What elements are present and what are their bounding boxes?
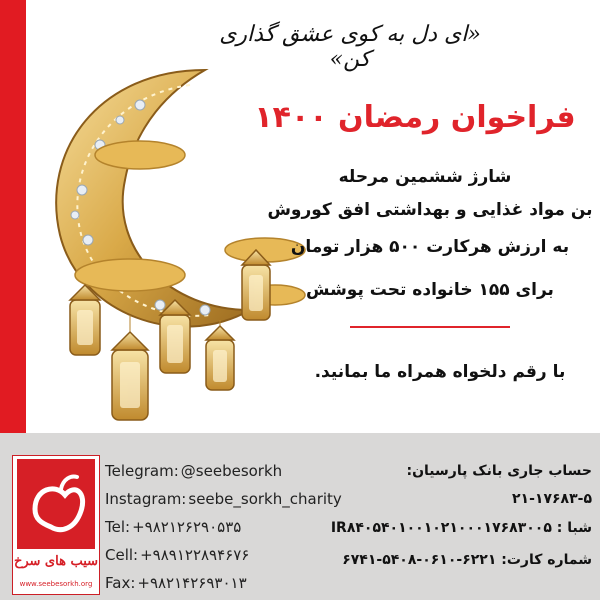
closing-message: با رقم دلخواه همراه ما بمانید. [314, 362, 566, 382]
bank-card [342, 552, 592, 568]
body-line-1: شارژ ششمین مرحله [338, 167, 512, 187]
bank-title: حساب جاری بانک پارسیان: [406, 463, 592, 479]
contact-instagram[interactable] [105, 490, 342, 508]
contact-value: +۹۸۹۱۲۲۸۹۴۶۷۶ [140, 546, 250, 564]
bank-account-number: ۲۱-۱۷۶۸۳-۵ [512, 491, 592, 507]
contact-label: Instagram: [105, 490, 187, 508]
contact-tel[interactable] [105, 518, 241, 536]
sheba-value: IR۸۴۰۵۴۰۱۰۰۱۰۲۱۰۰۰۱۷۶۸۳۰۰۵ [330, 520, 552, 536]
card-label: شماره کارت: [501, 552, 592, 568]
apple-icon [17, 459, 95, 549]
logo-url: www.seebesorkh.org [19, 580, 93, 588]
body-line-2: بن مواد غذایی و بهداشتی افق کوروش [267, 200, 593, 220]
bank-sheba [331, 520, 592, 536]
contact-label: Tel: [105, 518, 131, 536]
body-line-4: برای ۱۵۵ خانواده تحت پوشش [306, 280, 554, 300]
sheba-label: شبا : [556, 520, 592, 536]
contact-label: Cell: [105, 546, 139, 564]
poem-quote: «ای دل به کوی عشق گذاری کن» [219, 22, 481, 72]
campaign-headline: فراخوان رمضان ۱۴۰۰ [254, 100, 576, 135]
contact-telegram[interactable] [105, 462, 282, 480]
left-red-bar [0, 0, 26, 433]
contact-label: Telegram: [105, 462, 179, 480]
contact-fax[interactable] [105, 574, 247, 592]
body-line-3: به ارزش هرکارت ۵۰۰ هزار تومان [290, 237, 570, 257]
contact-value: @seebesorkh [180, 462, 283, 480]
charity-logo [12, 455, 100, 595]
red-divider [350, 326, 510, 328]
contact-cell[interactable] [105, 546, 249, 564]
contact-value: seebe_sorkh_charity [188, 490, 342, 508]
logo-name: سیب های سرخ [13, 554, 99, 569]
logo-apple-mark [17, 459, 95, 549]
contact-value: +۹۸۲۱۲۶۲۹۰۵۳۵ [132, 518, 242, 536]
contact-label: Fax: [105, 574, 136, 592]
contact-value: +۹۸۲۱۴۲۶۹۳۰۱۳ [137, 574, 247, 592]
card-value: ۶۲۲۱-۰۶۱۰-۵۴۰۸-۶۷۴۱ [342, 552, 497, 568]
